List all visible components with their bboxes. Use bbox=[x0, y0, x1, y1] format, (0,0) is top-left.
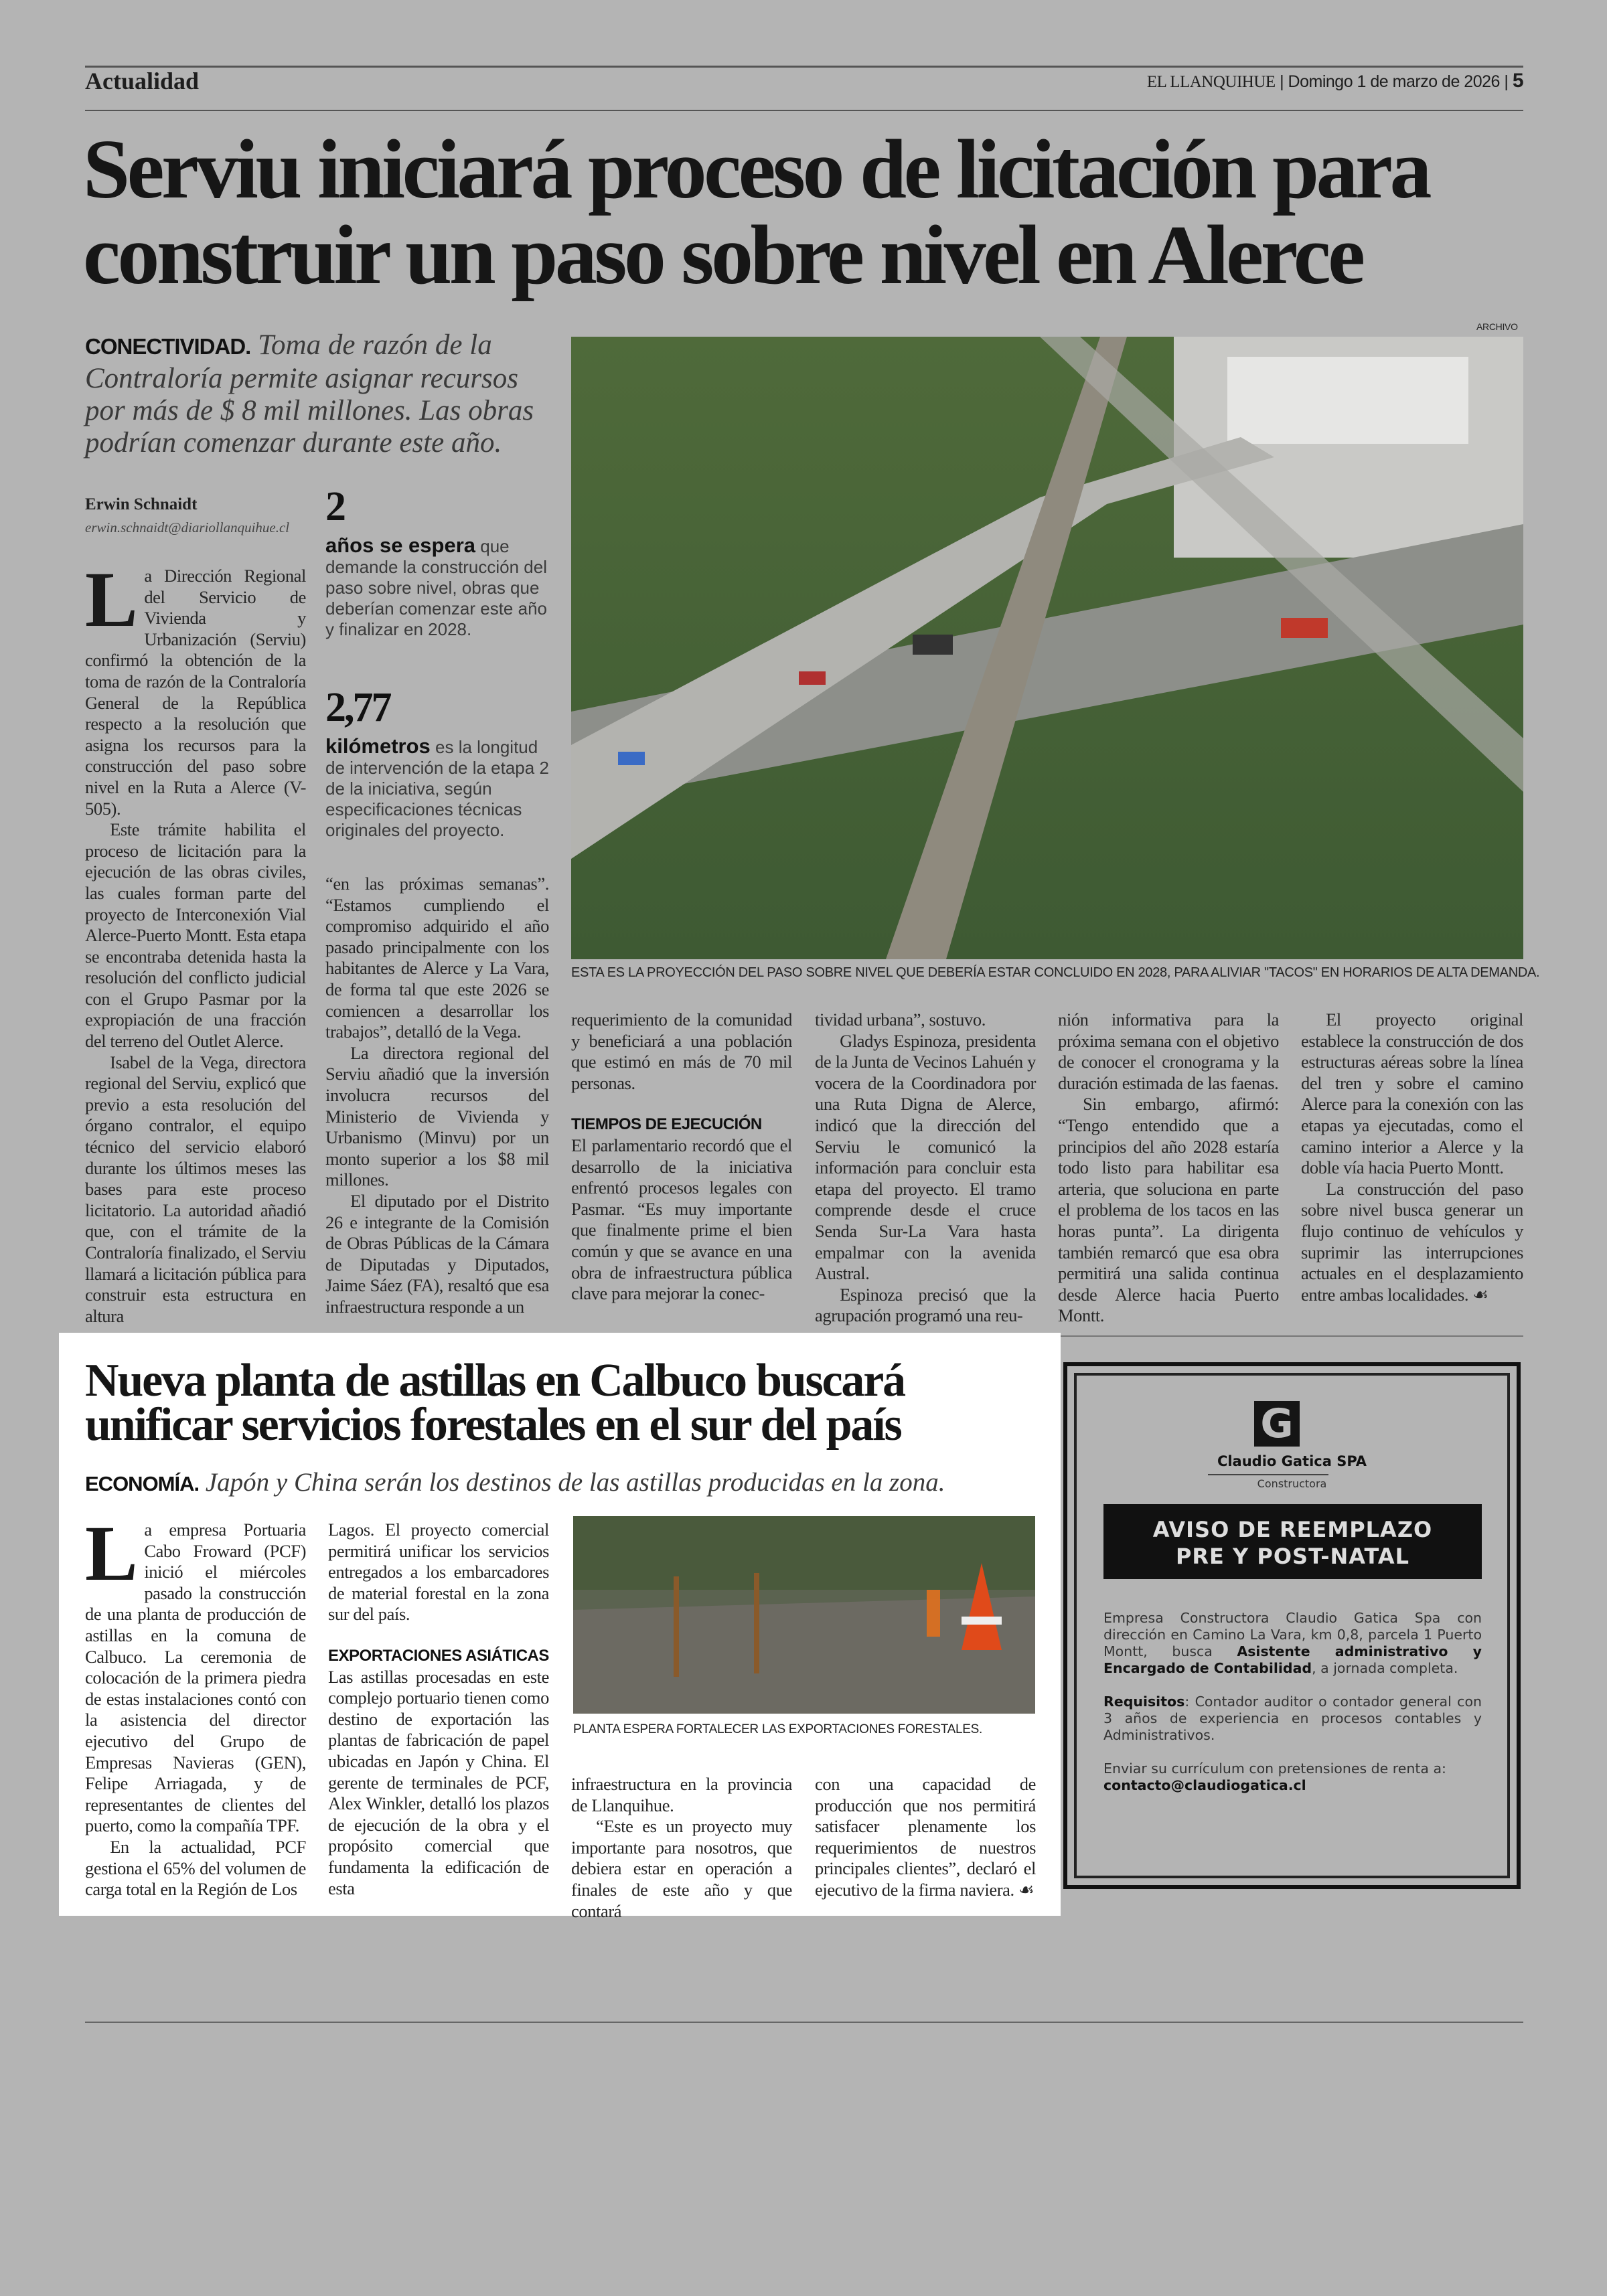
fact-number: 2 bbox=[325, 484, 344, 529]
article1-dek bbox=[85, 329, 554, 459]
article2-column-1 bbox=[85, 1509, 306, 1900]
article1-headline bbox=[83, 123, 1529, 302]
paragraph: La directora regional del Serviu añadió que la inversión involucra recursos del Ministerio de Vivienda y Urbanismo (Minvu) por un monto superior a los $8 mil millones. bbox=[325, 1042, 549, 1190]
paragraph: nión informativa para la próxima semana con el objetivo de conocer el cronograma y la duración estimada de las faenas. bbox=[1058, 1009, 1279, 1093]
headline-line-2: unificar servicios forestales en el sur del país bbox=[85, 1399, 901, 1451]
header-rule bbox=[85, 110, 1523, 111]
kicker: ECONOMÍA. bbox=[85, 1472, 200, 1495]
headline-line-1: Nueva planta de astillas en Calbuco buscará bbox=[85, 1355, 905, 1406]
section-label: Actualidad bbox=[85, 68, 200, 94]
article2-dek bbox=[85, 1468, 1049, 1499]
paper-name: EL LLANQUIHUE bbox=[1146, 73, 1276, 91]
ad-text: : Contador auditor o contador general con 3 años de experiencia en procesos contables y Administrativos. bbox=[1103, 1694, 1482, 1743]
paragraph: a Dirección Regional del Servicio de Vivienda y Urbanización (Serviu) confirmó la obtención de la toma de razón de la Contraloría General de la República respecto a la resolución que asigna los recursos para la construcción del paso sobre nivel en la Ruta a Alerce (V-505). bbox=[85, 566, 306, 819]
paragraph: El diputado por el Distrito 26 e integrante de la Comisión de Obras Públicas de la Cámara de Diputadas y Diputados, Jaime Sáez (FA), resaltó que esa infraestructura responde a un bbox=[325, 1190, 549, 1317]
drop-cap: L bbox=[85, 1509, 138, 1597]
article2-column-2 bbox=[328, 1520, 549, 1899]
page-number: 5 bbox=[1512, 70, 1523, 92]
byline-author: Erwin Schnaidt bbox=[85, 495, 198, 513]
dek-text: Japón y China serán los destinos de las astillas producidas en la zona. bbox=[205, 1468, 945, 1497]
company-tagline: Constructora bbox=[1257, 1477, 1327, 1490]
ad-requirements-label: Requisitos bbox=[1103, 1694, 1185, 1710]
paragraph: El proyecto original establece la construcción de dos estructuras aéreas sobre la línea del tren y sobre el camino Alerce para la conexión con las etapas ya ejecutadas, como el camino interior a Alerce y la doble vía hacia Puerto Montt. bbox=[1301, 1009, 1523, 1178]
bottom-rule bbox=[85, 2022, 1523, 2023]
fact-box-2 bbox=[325, 686, 549, 841]
fact-lead: kilómetros bbox=[325, 734, 431, 758]
paragraph: Sin embargo, afirmó: “Tengo entendido que a principios del año 2028 estaría todo listo para habilitar esa arteria, que soluciona en parte el problema de los tacos en las horas punta”. La dirigenta también remarcó que esa obra permitirá una salida continua desde Alerce hacia Puerto Montt. bbox=[1058, 1094, 1279, 1326]
paragraph: a empresa Portuaria Cabo Froward (PCF) inició el miércoles pasado la construcción de una planta de producción de astillas en la comuna de Calbuco. La ceremonia de colocación de la primera piedra de estas instalaciones contó con la asistencia del director ejecutivo del Grupo de Empresas Navieras (GEN), Felipe Arriagada, y de representantes de clientes del puerto, como la compañía TPF. bbox=[85, 1520, 306, 1836]
dek-text: Toma de razón de la Contraloría permite asignar recursos por más de $ 8 mil millones. Las obras podrían comenzar durante este año. bbox=[85, 329, 534, 459]
photo-credit: ARCHIVO bbox=[1476, 321, 1518, 332]
article1-column-6 bbox=[1301, 1009, 1523, 1305]
ad-contact-email[interactable]: contacto@claudiogatica.cl bbox=[1103, 1777, 1306, 1793]
paragraph: “Este es un proyecto muy importante para nosotros, que debiera estar en operación a finales de este año y que contará bbox=[571, 1816, 792, 1921]
ad-title-line-1: AVISO DE REEMPLAZO bbox=[1152, 1517, 1433, 1542]
paragraph: Las astillas procesadas en este complejo portuario tienen como destino de exportación las plantas de fabricación de papel ubicadas en Japón y China. El gerente de terminales de PCF, Alex Winkler, detalló los plazos de ejecución de la obra y el propósito comercial que fundamenta la edificación de esta bbox=[328, 1666, 549, 1898]
paragraph: Este trámite habilita el proceso de licitación para la ejecución de las obras civiles, las cuales forman parte del proyecto de Interconexión Vial Alerce-Puerto Montt. Esta etapa se encontraba detenida hasta la resolución del conflicto judicial con el Grupo Pasmar por la expropiación de una fracción del terreno del Outlet Alerce. bbox=[85, 819, 306, 1052]
ad-body bbox=[1103, 1610, 1482, 1794]
company-name: Claudio Gatica SPA bbox=[1217, 1453, 1367, 1469]
ad-title-banner bbox=[1103, 1504, 1482, 1579]
fact-text: es la longitud de intervención de la etapa 2 de la iniciativa, según especificaciones técnicas originales del proyecto. bbox=[325, 737, 549, 840]
top-rule bbox=[85, 66, 1523, 68]
fact-box-1 bbox=[325, 485, 549, 640]
paragraph: En la actualidad, PCF gestiona el 65% del volumen de carga total en la Región de Los bbox=[85, 1836, 306, 1900]
company-logo-icon bbox=[1254, 1401, 1300, 1447]
byline-email[interactable]: erwin.schnaidt@diariollanquihue.cl bbox=[85, 519, 290, 536]
kicker: CONECTIVIDAD. bbox=[85, 334, 251, 359]
paragraph: infraestructura en la provincia de Llanquihue. bbox=[571, 1774, 792, 1815]
ad-title-line-2: PRE Y POST-NATAL bbox=[1175, 1544, 1410, 1569]
paragraph: “en las próximas semanas”. “Estamos cumpliendo el compromiso adquirido el año pasado principalmente con los habitantes de Alerce y La Vara, de forma tal que este 2026 se comiencen a desarrollar los trabajos”, detalló de la Vega. bbox=[325, 874, 549, 1042]
paragraph: Isabel de la Vega, directora regional del Serviu, explicó que previo a esta resolución del órgano contralor, el equipo técnico del servicio elaboró durante los últimos meses las bases para este proceso licitatorio. La autoridad añadió que, con el trámite de la Contraloría finalizado, el Serviu llamará a licitación pública para construir esta estructura en altura bbox=[85, 1052, 306, 1326]
drop-cap: L bbox=[85, 556, 138, 643]
paragraph: requerimiento de la comunidad y beneficiará a una población que estimó en más de 70 mil personas. bbox=[571, 1009, 792, 1093]
ad-positions: Asistente administrativo y Encargado de Contabilidad bbox=[1103, 1643, 1482, 1676]
groundbreaking-photo bbox=[573, 1516, 1035, 1714]
paragraph: tividad urbana”, sostuvo. bbox=[815, 1009, 986, 1030]
ad-text: Enviar su currículum con pretensiones de renta a: bbox=[1103, 1760, 1446, 1777]
logo-divider bbox=[1208, 1474, 1328, 1475]
article2-column-4 bbox=[815, 1774, 1036, 1901]
fact-text: que demande la construcción del paso sobre nivel, obras que deberían comenzar este año y finalizar en 2028. bbox=[325, 536, 547, 639]
ad-text: , a jornada completa. bbox=[1312, 1660, 1458, 1676]
article2-column-3 bbox=[571, 1774, 792, 1922]
overpass-rendering-image bbox=[571, 337, 1523, 959]
paragraph: con una capacidad de producción que nos permitirá satisfacer plenamente los requerimientos de nuestros principales clientes”, declaró el ejecutivo de la firma naviera. ☙ bbox=[815, 1774, 1036, 1900]
headline-line-1: Serviu iniciará proceso de licitación para bbox=[83, 123, 1429, 216]
article1-column-5 bbox=[1058, 1009, 1279, 1327]
fact-number: 2,77 bbox=[325, 685, 390, 730]
issue-date: Domingo 1 de marzo de 2026 bbox=[1288, 72, 1500, 91]
article1-column-3 bbox=[571, 1009, 792, 1305]
logo-letter: G bbox=[1260, 1400, 1294, 1447]
paragraph: Lagos. El proyecto comercial permitirá unificar los servicios entregados a los embarcadores de material forestal en la zona sur del país. bbox=[328, 1520, 549, 1625]
article1-column-2 bbox=[325, 874, 549, 1317]
subheading: TIEMPOS DE EJECUCIÓN bbox=[571, 1115, 762, 1134]
paragraph: El parlamentario recordó que el desarrollo de la iniciativa enfrentó procesos legales con Pasmar. “Es muy importante que finalmente prime el bien común y que se avance en una obra de infraestructura pública clave para mejorar la conec- bbox=[571, 1135, 792, 1304]
paragraph: Espinoza precisó que la agrupación programó una reu- bbox=[815, 1284, 1036, 1326]
photo-caption: ESTA ES LA PROYECCIÓN DEL PASO SOBRE NIVEL QUE DEBERÍA ESTAR CONCLUIDO EN 2028, PARA ALIVIAR "TACOS" EN HORARIOS DE ALTA DEMANDA. bbox=[571, 965, 1540, 980]
paragraph: Gladys Espinoza, presidenta de la Junta de Vecinos Lahuén y vocera de la Coordinadora por una Ruta Digna de Alerce, indicó que la dirección del Serviu le comunicó la información para concluir esta etapa del proyecto. El tramo comprende desde el cruce Senda Sur-La Vara hasta empalmar con la avenida Austral. bbox=[815, 1030, 1036, 1284]
car bbox=[618, 752, 645, 765]
photo-caption: PLANTA ESPERA FORTALECER LAS EXPORTACIONES FORESTALES. bbox=[573, 1722, 982, 1736]
ad-text: Empresa Constructora Claudio Gatica Spa con dirección en Camino La Vara, km 0,8, parcela 1 Puerto Montt, busca bbox=[1103, 1610, 1482, 1659]
article1-column-1 bbox=[85, 556, 306, 1327]
paragraph: La construcción del paso sobre nivel busca generar un flujo continuo de vehículos y suprimir las interrupciones actuales en el desplazamiento entre ambas localidades. ☙ bbox=[1301, 1178, 1523, 1305]
article2-headline bbox=[85, 1355, 1049, 1451]
headline-line-2: construir un paso sobre nivel en Alerce bbox=[83, 209, 1363, 302]
subheading: EXPORTACIONES ASIÁTICAS bbox=[328, 1646, 549, 1665]
article1-column-4 bbox=[815, 1009, 1036, 1327]
masthead: EL LLANQUIHUE | Domingo 1 de marzo de 2026 | 5 bbox=[1146, 70, 1523, 92]
fact-lead: años se espera bbox=[325, 534, 476, 557]
job-advertisement bbox=[1063, 1362, 1521, 1889]
